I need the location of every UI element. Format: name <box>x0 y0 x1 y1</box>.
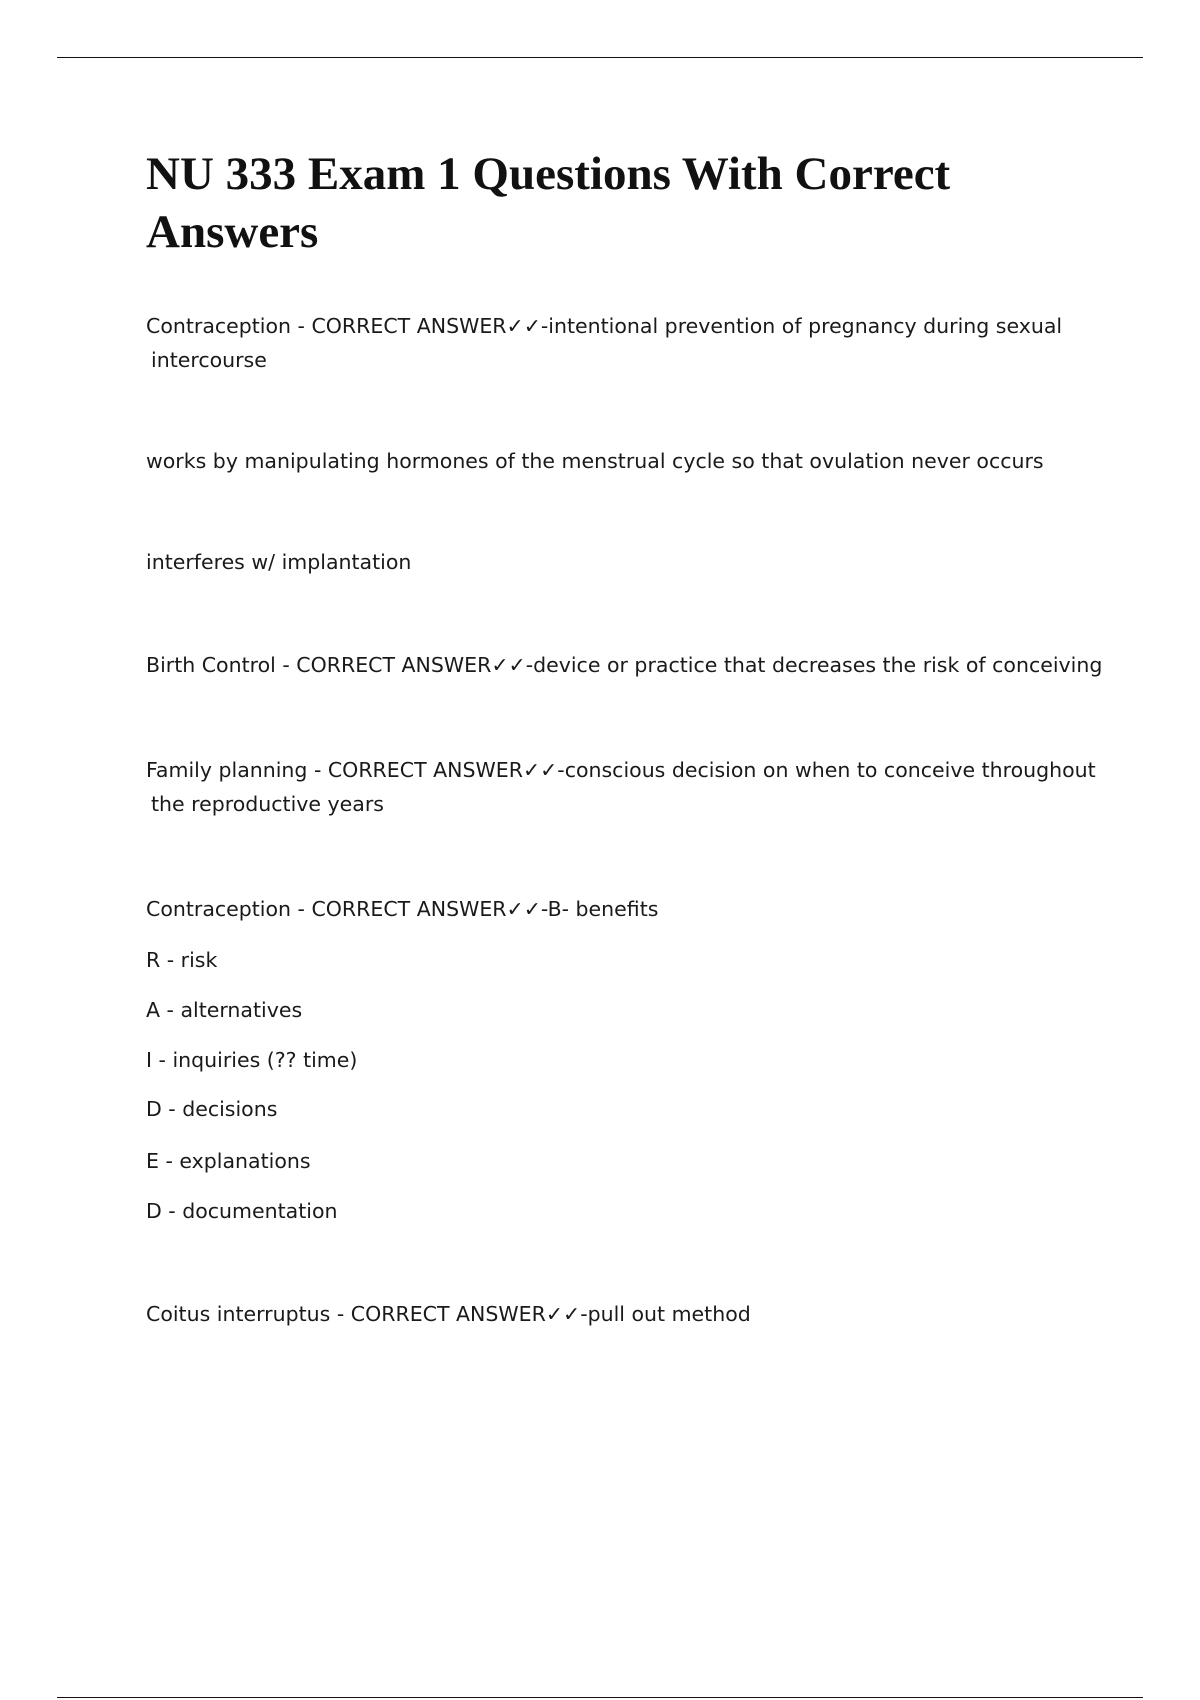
list-item-documentation <box>146 1194 337 1228</box>
qa-entry-note-implantation <box>146 545 411 579</box>
qa-entry-contraception-braided <box>146 892 658 926</box>
entry-text: D - documentation <box>146 1199 338 1223</box>
entry-text-continued: the reproductive years <box>151 792 384 816</box>
qa-entry-contraception-definition <box>146 309 1062 377</box>
qa-entry-family-planning <box>146 753 1096 821</box>
top-rule <box>57 57 1143 58</box>
page-title: NU 333 Exam 1 Questions With Correct Answers <box>146 148 951 258</box>
qa-entry-birth-control <box>146 648 1102 682</box>
list-item-risk <box>146 943 217 977</box>
entry-text: D - decisions <box>146 1097 278 1121</box>
list-item-explanations <box>146 1144 311 1178</box>
entry-text: A - alternatives <box>146 998 303 1022</box>
entry-text: Coitus interruptus - CORRECT ANSWER✓✓-pull out method <box>146 1302 751 1326</box>
bottom-rule <box>57 1697 1143 1698</box>
entry-text: R - risk <box>146 948 218 972</box>
list-item-alternatives <box>146 993 302 1027</box>
entry-text: Birth Control - CORRECT ANSWER✓✓-device or practice that decreases the risk of conceiving <box>146 653 1103 677</box>
entry-text: interferes w/ implantation <box>146 550 412 574</box>
entry-text: works by manipulating hormones of the menstrual cycle so that ovulation never occurs <box>146 449 1044 473</box>
entry-text: Contraception - CORRECT ANSWER✓✓-intentional prevention of pregnancy during sexual <box>146 314 1063 338</box>
list-item-decisions <box>146 1092 277 1126</box>
qa-entry-note-hormones <box>146 444 1044 478</box>
list-item-inquiries <box>146 1043 357 1077</box>
entry-text: E - explanations <box>146 1149 311 1173</box>
qa-entry-coitus-interruptus <box>146 1297 751 1331</box>
entry-text: Family planning - CORRECT ANSWER✓✓-conscious decision on when to conceive throughout <box>146 758 1096 782</box>
entry-text: I - inquiries (?? time) <box>146 1048 358 1072</box>
entry-text: Contraception - CORRECT ANSWER✓✓-B- benefits <box>146 897 659 921</box>
entry-text-continued: intercourse <box>151 348 267 372</box>
